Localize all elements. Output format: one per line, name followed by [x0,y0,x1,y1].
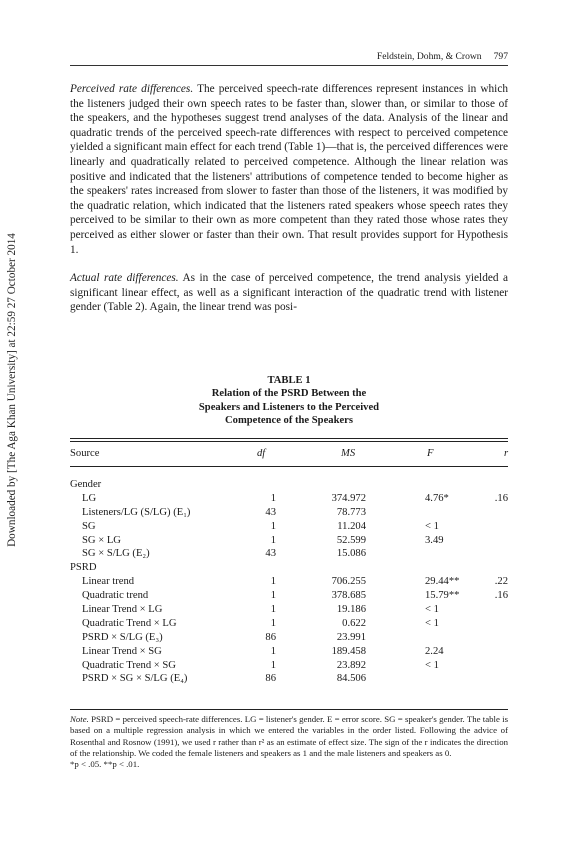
header-r: r [504,448,509,459]
cell-r: .16 [494,492,508,504]
paragraph-actual-text: As in the case of perceived competence, the trend analysis yielded a significant linear effect, as well as a significant interaction of the quadratic trend with listener gender (Table 2). Again, the linear trend was posi- [70,272,508,314]
body-text [70,82,508,315]
cell-source: Linear trend [82,576,135,588]
table-header-rule [70,466,508,467]
header-df: df [257,448,266,459]
download-watermark [3,150,21,630]
subhead-perceived: Perceived rate differences. [70,83,194,95]
table-row [70,492,508,506]
cell-df: 43 [265,548,276,560]
table-title: Relation of the PSRD Between the Speakers and Listeners to the Perceived Competence of the Speakers [198,388,380,427]
cell-ms: 378.685 [331,590,366,602]
table-row [70,575,508,589]
cell-df: 1 [270,617,276,629]
significance-note: *p < .05. **p < .01. [70,759,140,770]
table-row [70,617,508,631]
cell-df: 1 [270,576,276,588]
cell-source: PSRD × S/LG (E₃) [82,631,163,643]
cell-source: Listeners/LG (S/LG) (E₁) [82,506,191,518]
note-lead: Note. [70,714,89,724]
table-row [70,659,508,673]
subhead-actual: Actual rate differences. [70,272,179,285]
download-watermark-text: Downloaded by [The Aga Khan University] at 22:59 27 October 2014 [6,233,18,547]
paragraph-actual [70,271,508,315]
header-rule [70,65,508,66]
cell-f: 4.76* [425,492,449,504]
cell-df: 86 [265,673,276,685]
cell-f: < 1 [425,520,439,532]
cell-df: 1 [270,645,276,657]
cell-f: < 1 [425,617,439,629]
cell-f: 15.79** [425,590,460,602]
cell-source: PSRD [70,562,97,574]
table-row [70,589,508,603]
header-source: Source [70,448,100,459]
cell-source: Quadratic Trend × LG [82,617,177,629]
cell-source: Quadratic Trend × SG [82,659,176,671]
cell-r: .16 [494,590,508,602]
table-caption [70,374,508,428]
cell-df: 1 [270,604,276,616]
header-f: F [427,448,434,459]
cell-df: 1 [270,492,276,504]
page-number: 797 [493,51,508,62]
table-note [70,714,508,770]
cell-ms: 15.086 [336,548,366,560]
table-row [70,631,508,645]
cell-ms: 52.599 [336,534,366,546]
cell-source: SG × LG [82,534,121,546]
cell-f: 3.49 [425,534,444,546]
running-head-authors: Feldstein, Dohm, & Crown [376,51,482,62]
cell-ms: 374.972 [331,492,366,504]
table-header-row [70,448,508,462]
cell-ms: 84.506 [336,673,366,685]
cell-f: < 1 [425,604,439,616]
table-number: TABLE 1 [267,375,311,386]
cell-df: 1 [270,659,276,671]
cell-ms: 78.773 [336,506,366,518]
table-row [70,561,508,575]
cell-ms: 0.622 [342,617,366,629]
cell-source: SG [82,520,96,532]
cell-f: 2.24 [425,645,444,657]
header-ms: MS [341,448,356,459]
table-bottom-rule [70,709,508,710]
table-top-rule [70,438,508,439]
cell-ms: 189.458 [331,645,366,657]
table-body [70,478,508,686]
table-top-rule-thin [70,441,508,442]
table-row [70,547,508,561]
cell-ms: 19.186 [336,604,366,616]
cell-source: Linear Trend × LG [82,604,163,616]
cell-source: LG [82,492,97,504]
cell-df: 86 [265,631,276,643]
cell-r: .22 [494,576,508,588]
cell-f: 29.44** [425,576,460,588]
note-paragraph [70,714,508,759]
table-row [70,672,508,686]
cell-source: SG × S/LG (E₂) [82,548,150,560]
running-head [70,51,508,65]
table-row [70,603,508,617]
table-row [70,645,508,659]
cell-ms: 706.255 [331,576,366,588]
table-row [70,478,508,492]
cell-f: < 1 [425,659,439,671]
cell-source: PSRD × SG × S/LG (E₄) [82,673,188,685]
cell-source: Linear Trend × SG [82,645,162,657]
cell-df: 43 [265,506,276,518]
table-row [70,534,508,548]
cell-ms: 23.991 [336,631,366,643]
cell-df: 1 [270,590,276,602]
cell-ms: 23.892 [336,659,366,671]
paragraph-perceived [70,82,508,257]
cell-ms: 11.204 [337,520,366,532]
table-row [70,506,508,520]
note-text: PSRD = perceived speech-rate differences. LG = listener's gender. E = error score. SG = speaker's gender. The table is based on a multiple regression analysis in which we entered the variables in the order listed. Following the advice of Rosenthal and Rosnow (1991), we used r rather than r² as an estimate of effect size. The sign of the r indicates the direction of the relationship. We coded the female listeners and speakers as 1 and the male listeners and speakers as 0. [70,714,508,758]
cell-source: Quadratic trend [82,590,149,602]
cell-source: Gender [70,479,102,490]
cell-df: 1 [270,520,276,532]
cell-df: 1 [270,534,276,546]
paragraph-perceived-text: The perceived speech-rate differences represent instances in which the listeners judged their own speech rates to be faster than, slower than, or similar to those of the speakers, and the hypotheses suggest trend analyses of the data. Analysis of the linear and quadratic trends of the perceived speech-rate differences with respect to perceived competence yielded a significant main effect for each trend (Table 1)—that is, the perceived differences were linearly and quadratically related to perceived competence. Although the linear relation was positive and indicated that the listeners' attributions of competence tended to become higher as the speakers' rates increased from slower to faster than those of the listeners, it was modified by the quadratic relation, which indicated that the listeners rated speakers whose speech rates they perceived to be similar to their own as more competent than they rated those whose rates they perceived as either slower or faster than their own. That result provides support for Hypothesis 1. [70,83,508,256]
table-row [70,520,508,534]
